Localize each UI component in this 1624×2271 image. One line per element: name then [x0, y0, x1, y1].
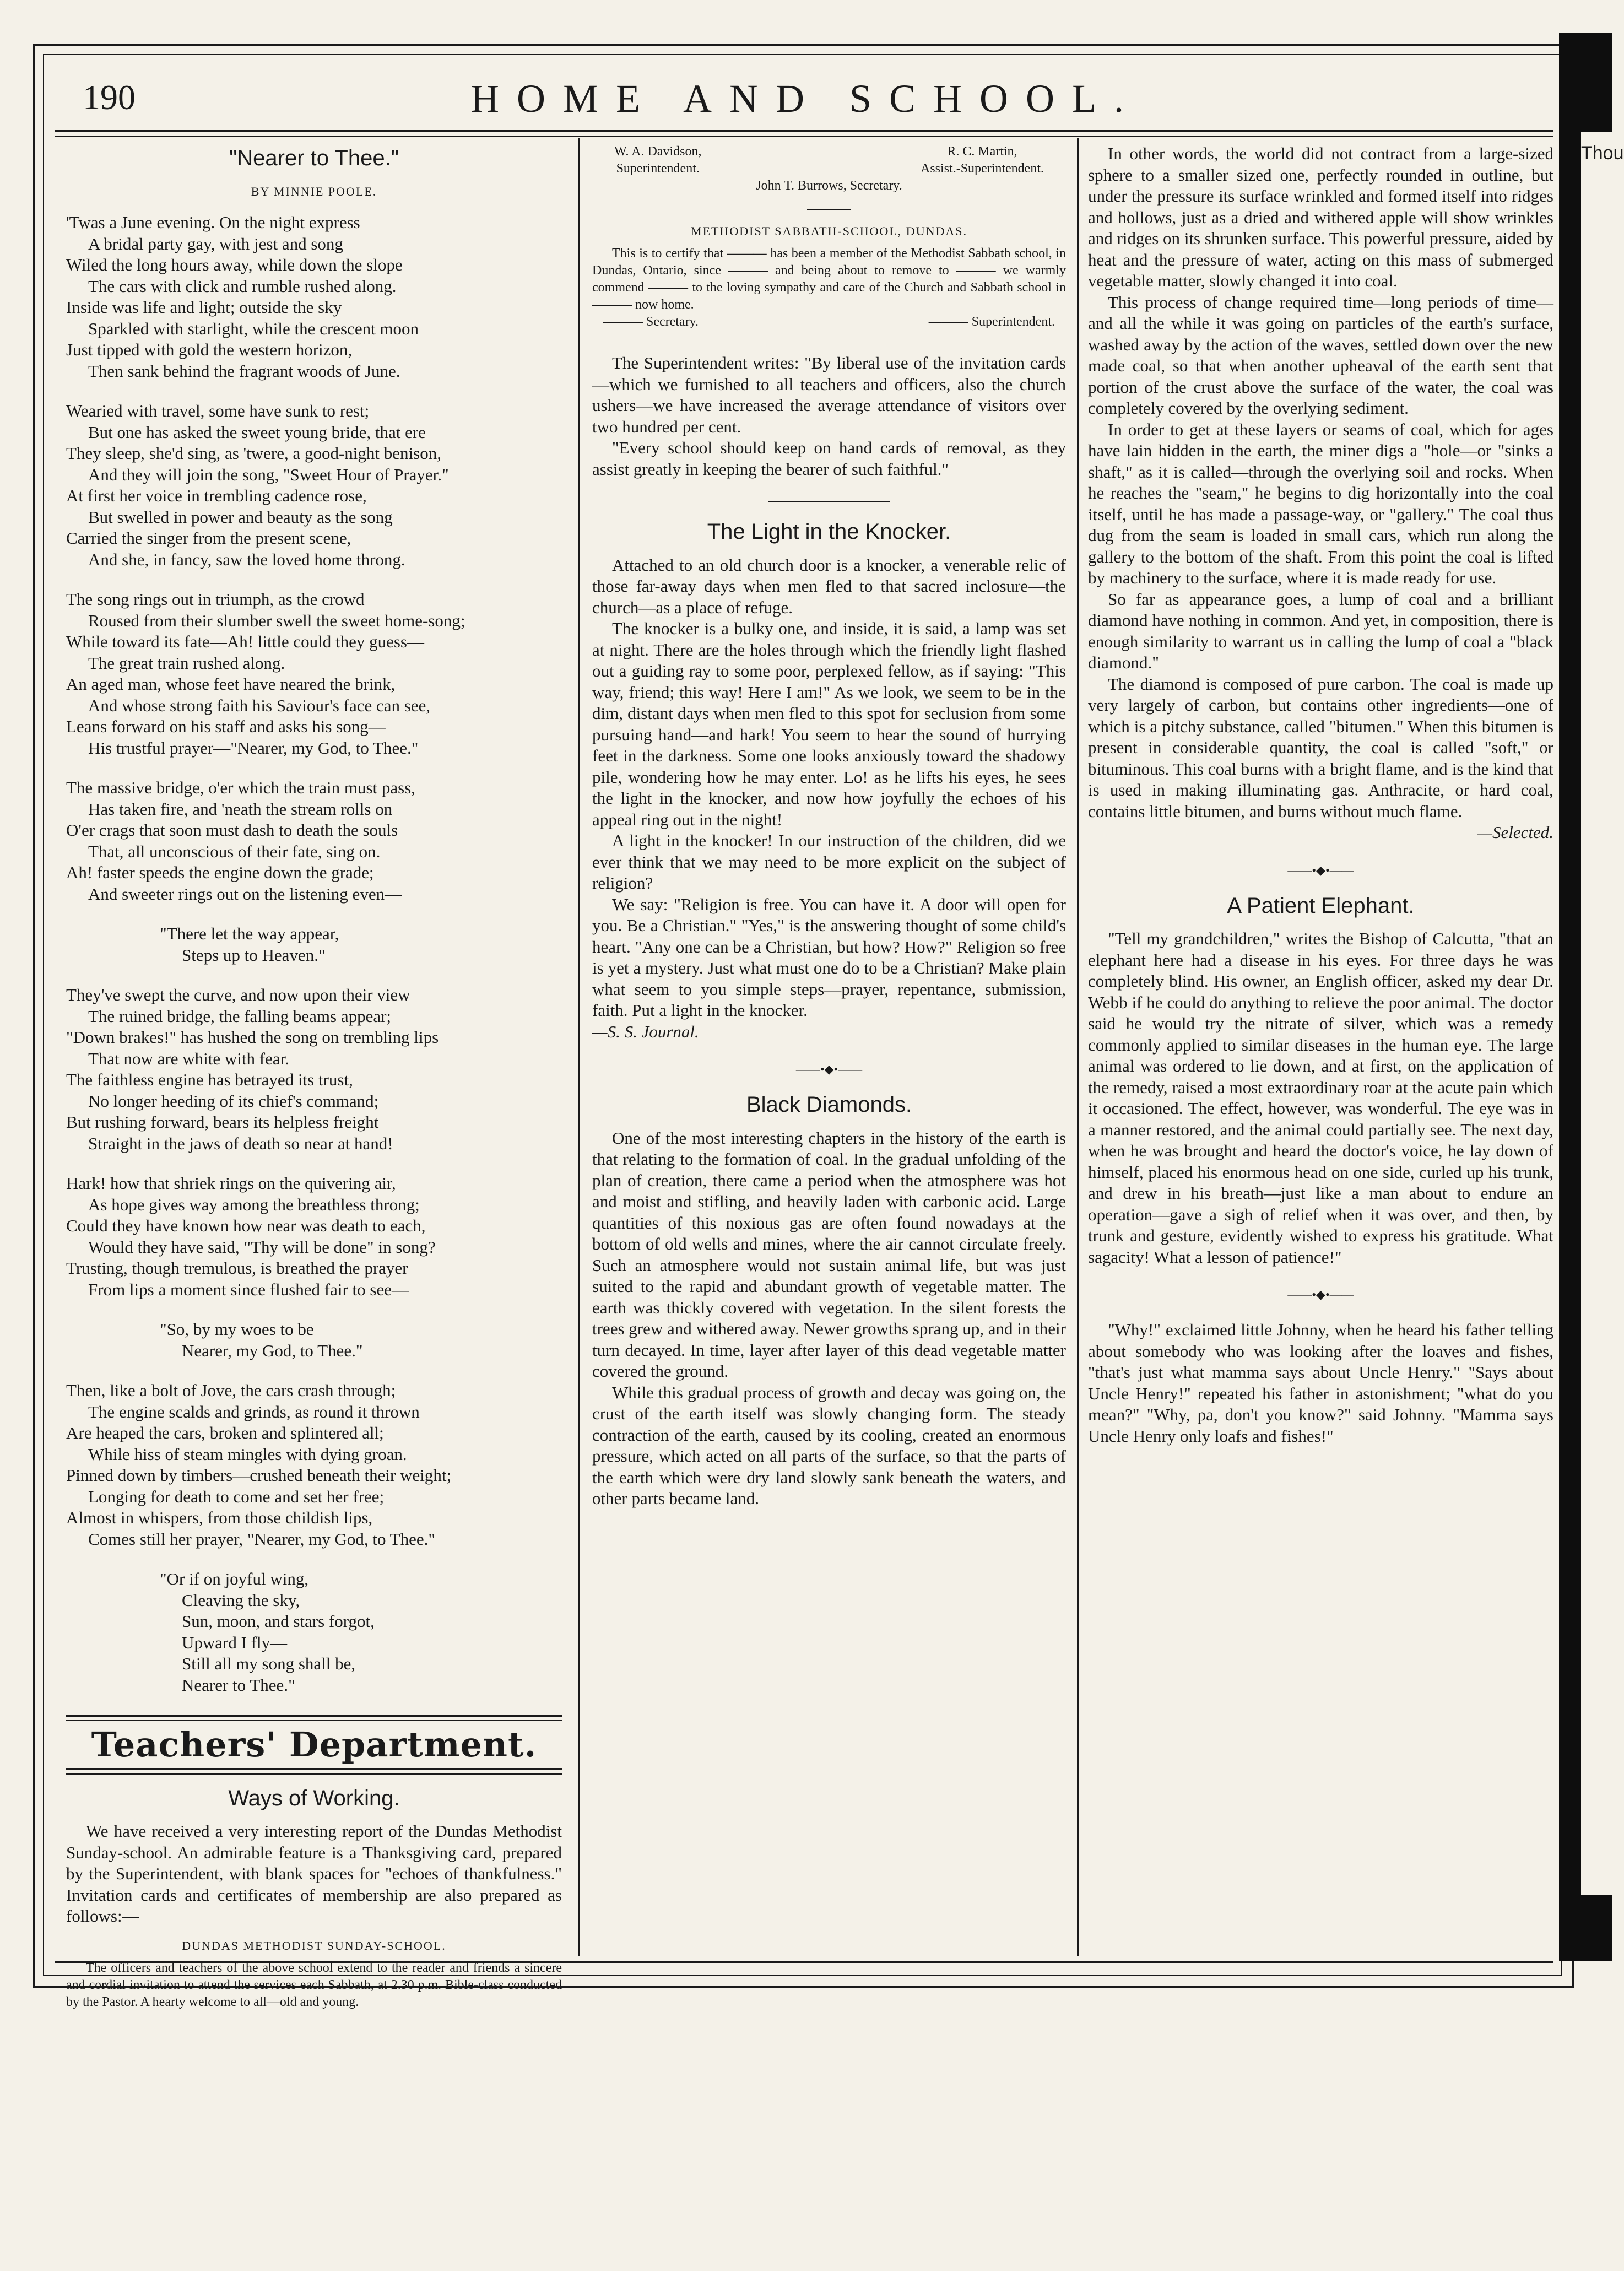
ways-p1: The Superintendent writes: "By liberal use of the invitation cards—which we furnished to all teachers and officers, also the church ushers—we have increased the average attendance of visitors over two hundred per cent. [592, 353, 1066, 436]
footer-rule [55, 1961, 1553, 1963]
poem-line: And she, in fancy, saw the loved home throng. [88, 549, 405, 569]
column-1 [66, 143, 562, 2009]
poem-line: Roused from their slumber swell the sweet home-song; [88, 610, 465, 630]
poem-line: Inside was life and light; outside the sky [66, 298, 342, 317]
elephant-body [1088, 928, 1553, 1268]
column-3 [1088, 143, 1553, 1928]
poem-line: Wiled the long hours away, while down the slope [66, 255, 403, 274]
sig1-name: W. A. Davidson, [614, 144, 702, 159]
poem-stanza [66, 589, 562, 759]
poem-line: Then, like a bolt of Jove, the cars crash through; [66, 1381, 396, 1400]
next-page-word: Thou [1581, 143, 1624, 164]
diamonds-p1: One of the most interesting chapters in the history of the earth is that relating to the formation of coal. In the gradual unfolding of the plan of creation, there came a period when the atmosphere was hot and moist and stifling, and heavily laden with carbonic acid. Large quantities of this noxious gas are often found nowadays at the bottom of old wells and mines, where the air cannot circulate freely. Such an atmosphere would not sustain animal life, but was just suited to the rapid and abundant growth of vegetable matter. The earth was thickly covered with vegetation. In the silent forests the trees grew and withered away. Newer growths sprang up, and in their turn decayed. In time, layer after layer of this dead vegetable matter covered the ground. [592, 1128, 1066, 1381]
poem-line: The faithless engine has betrayed its trust, [66, 1070, 353, 1089]
poem-line: A bridal party gay, with jest and song [88, 234, 343, 253]
poem-line: The great train rushed along. [88, 653, 285, 673]
sig2-name: R. C. Martin, [947, 144, 1017, 159]
poem-line: Hark! how that shriek rings on the quivering air, [66, 1174, 396, 1193]
poem-line: The cars with click and rumble rushed along. [88, 276, 397, 296]
johnny-p1: "Why!" exclaimed little Johnny, when he heard his father telling about somebody who was looking after the loaves and fishes, "that's just what mamma says about Uncle Henry." "Says about Uncle Henry!" repeated his father in astonishment; "what do you mean?" "Why, pa, don't you know?" said Johnny. "Mamma says Uncle Henry only loafs and fishes!" [1088, 1320, 1553, 1446]
poem-stanza [66, 401, 562, 570]
signature-row [592, 143, 1066, 177]
knocker-title: The Light in the Knocker. [707, 520, 951, 544]
diamonds-body [592, 1128, 1066, 1510]
poem-line: Has taken fire, and 'neath the stream rolls on [88, 799, 393, 819]
poem-line: Sparkled with starlight, while the crescent moon [88, 318, 419, 338]
poem-line: Almost in whispers, from those childish lips, [66, 1508, 373, 1527]
elephant-p1: "Tell my grandchildren," writes the Bishop of Calcutta, "that an elephant here had a disease in his eyes. For three days he was completely blind. His owner, an English officer, asked my dear Dr. Webb if he could do anything to relieve the poor animal. The doctor said he would try the nitrate of silver, which was a remedy commonly applied to similar diseases in the human eye. The large animal was ordered to lie down, and at first, on the application of the remedy, raised a most extraordinary roar at the acute pain which it occasioned. The effect, however, was wonderful. The eye was in a manner restored, and the animal could partially see. The next day, when he was brought and heard the doctor's voice, he lay down of himself, placed his enormous head on one side, curled up his trunk, and drew in his breath—just like a man about to endure an operation—gave a sigh of relief when it was over, and then, by trunk and gesture, evidently wished to express his gratitude. What sagacity! What a lesson of patience!" [1088, 929, 1553, 1267]
knocker-p4: We say: "Religion is free. You can have it. A door will open for you. Be a Christian." "Yes," is the answering thought of some child's heart. "Any one can be a Christian, but how? How?" Religion so free is yet a mystery. Just what must one do to be a Christian? Make plain what seem to you simple steps—prayer, repentance, submission, faith. Put a light in the knocker. [592, 894, 1066, 1020]
poem-line: At first her voice in trembling cadence rose, [66, 486, 367, 505]
diamonds-p4: This process of change required time—long periods of time—and all the while it was going on particles of the earth's surface, washed away by the action of the waves, settled down over the new made coal, so that when another upheaval of the earth sent that portion of the crust above the surface of the water, the coal was completely covered by the overlying sediment. [1088, 292, 1553, 418]
page-number: 190 [83, 78, 136, 117]
poem-line: Just tipped with gold the western horizon, [66, 340, 353, 359]
diamonds-p6: So far as appearance goes, a lump of coal and a brilliant diamond have nothing in common. And yet, in composition, there is enough similarity to warrant us in calling the lump of coal a "black diamond." [1088, 589, 1553, 672]
card2-text: This is to certify that ——— has been a member of the Methodist Sabbath school, in Dundas, Ontario, since ——— and being about to remove to ——— we warmly commend ——— to the loving sympathy and care of the Church and Sabbath school in ——— now home. [592, 246, 1066, 312]
poem-line: Comes still her prayer, "Nearer, my God, to Thee." [88, 1529, 436, 1549]
poem-line: Carried the singer from the present scene, [66, 528, 351, 548]
poem-line: An aged man, whose feet have neared the brink, [66, 674, 396, 694]
ornament-separator-3: ——•◆•—— [1287, 1288, 1354, 1301]
ways-signatures [592, 143, 1066, 194]
header-rule-thin [55, 136, 1553, 137]
department-heading: Teachers' Department. [91, 1724, 537, 1765]
poem-line: While hiss of steam mingles with dying groan. [88, 1444, 407, 1464]
poem-line: Then sank behind the fragrant woods of June. [88, 361, 400, 381]
poem-line: Wearied with travel, some have sunk to rest; [66, 401, 370, 420]
poem-stanza [66, 1569, 562, 1696]
poem-line: "Or if on joyful wing, [160, 1569, 309, 1588]
poem-stanza [66, 985, 562, 1154]
knocker-p2: The knocker is a bulky one, and inside, it is said, a lamp was set at night. There are the holes through which the friendly light flashed out a guiding ray to some poor, perplexed fellow, as if saying: "This way, friend; this way! Here I am!" As we look, we seem to be in the dim, distant days when men fled to this spot for seclusion from some pursuing hand—and hark! You seem to hear the sound of hurrying feet in the darkness. Some one looks anxiously toward the shadowy pile, wondering how he may enter. Lo! as he lifts his eyes, he sees the light in the knocker, and now how joyfully the echoes of his appeal ring out in the night! [592, 619, 1066, 829]
poem-title: "Nearer to Thee." [229, 146, 399, 170]
poem-line: His trustful prayer—"Nearer, my God, to Thee." [88, 738, 419, 758]
next-page-strip [1581, 132, 1624, 1895]
column-rule-2 [1077, 138, 1079, 1956]
poem-line: Trusting, though tremulous, is breathed the prayer [66, 1258, 408, 1278]
running-title: HOME AND SCHOOL. [470, 77, 1142, 121]
poem-line: And they will join the song, "Sweet Hour of Prayer." [88, 464, 449, 484]
sig1-role: Superintendent. [616, 161, 700, 176]
poem-line: While toward its fate—Ah! little could they guess— [66, 632, 424, 651]
poem-line: The massive bridge, o'er which the train must pass, [66, 778, 416, 797]
poem-line: "There let the way appear, [160, 924, 339, 943]
poem-line: Pinned down by timbers—crushed beneath their weight; [66, 1466, 452, 1485]
poem-line: Steps up to Heaven." [182, 945, 326, 965]
poem-stanza [66, 1173, 562, 1300]
poem-line: And sweeter rings out on the listening even— [88, 884, 402, 904]
elephant-title: A Patient Elephant. [1227, 893, 1415, 918]
column-rule-1 [578, 138, 580, 1956]
diamonds-p2: While this gradual process of growth and decay was going on, the crust of the earth itself was slowly changing form. The steady contraction of the earth, caused by its cooling, created an enormous pressure, which acted on all parts of the surface, so that the parts of the earth which were dry land slowly sank beneath the waters, and other parts became land. [592, 1382, 1066, 1508]
knocker-p3: A light in the knocker! In our instruction of the children, did we ever think that we may need to be more explicit on the subject of religion? [592, 831, 1066, 893]
poem-line: From lips a moment since flushed fair to see— [88, 1279, 409, 1299]
card2-body [592, 245, 1066, 313]
poem-line: Would they have said, "Thy will be done" in song? [88, 1237, 436, 1257]
card1-title: DUNDAS METHODIST SUNDAY-SCHOOL. [182, 1938, 446, 1953]
poem-stanza [66, 777, 562, 905]
column-2 [592, 143, 1066, 1928]
poem-line: No longer heeding of its chief's command; [88, 1091, 379, 1111]
diamonds-p5: In order to get at these layers or seams of coal, which for ages have lain hidden in the earth, the miner digs a "hole—or "sinks a shaft," as it is called—through the overlying soil and rocks. When he reaches the "seam," he begins to dig horizontally into the coal itself, until he has made a passage-way, or "gallery." The coal thus dug from the seam is loaded in small cars, which run along the gallery to the bottom of the shaft. From this point the coal is lifted by machinery to the surface, where it is made ready for use. [1088, 419, 1553, 587]
ornament-separator-2: ——•◆•—— [1287, 863, 1354, 877]
poem-line: That, all unconscious of their fate, sing on. [88, 841, 381, 861]
header-rule [55, 130, 1553, 132]
poem-stanza [66, 212, 562, 382]
ways-p2: "Every school should keep on hand cards of removal, as they assist greatly in keeping the bearer of such faithful." [592, 438, 1066, 479]
poem-line: That now are white with fear. [88, 1048, 289, 1068]
knocker-body [592, 555, 1066, 1043]
poem-line: Still all my song shall be, [182, 1654, 356, 1673]
poem-line: Nearer, my God, to Thee." [182, 1340, 363, 1360]
poem-line: They've swept the curve, and now upon their view [66, 985, 410, 1004]
poem-line: The ruined bridge, the falling beams appear; [88, 1006, 392, 1026]
signature-davidson [614, 143, 701, 177]
poem-line: But rushing forward, bears its helpless freight [66, 1112, 379, 1132]
card2-title: METHODIST SABBATH-SCHOOL, DUNDAS. [691, 224, 967, 238]
poem-line: The song rings out in triumph, as the crowd [66, 590, 365, 609]
poem-line: The engine scalds and grinds, as round it thrown [88, 1402, 420, 1421]
poem-line: Could they have known how near was death to each, [66, 1216, 426, 1235]
poem-line: "So, by my woes to be [160, 1320, 314, 1339]
department-rule-bottom [66, 1768, 562, 1775]
poem-line: Upward I fly— [182, 1632, 288, 1652]
johnny-body [1088, 1320, 1553, 1447]
card1-body [66, 1960, 562, 2011]
poem-line: And whose strong faith his Saviour's face can see, [88, 695, 431, 715]
ways-body [66, 1821, 562, 1927]
poem-line: Ah! faster speeds the engine down the grade; [66, 863, 374, 882]
poem-line: But one has asked the sweet young bride, that ere [88, 422, 426, 442]
ornament-separator: ——•◆•—— [795, 1062, 863, 1076]
poem-line: 'Twas a June evening. On the night express [66, 213, 360, 232]
poem-line: Cleaving the sky, [182, 1590, 300, 1610]
knocker-source: —S. S. Journal. [592, 1021, 699, 1041]
poem-line: Nearer to Thee." [182, 1675, 295, 1695]
diamonds-p7: The diamond is composed of pure carbon. The coal is made up very largely of carbon, but contains other ingredients—one of which is a pitchy substance, called "bitumen." When this bitumen is present in considerable quantity, the coal is called "soft," or bituminous. This coal burns with a bright flame, and is the kind that is used in making illuminating gas. Anthracite, or hard coal, contains little bitumen, and burns without much flame. [1088, 674, 1553, 821]
poem-line: They sleep, she'd sing, as 'twere, a good-night benison, [66, 444, 441, 463]
card2-sig-secretary: ——— Secretary. [603, 315, 699, 329]
diamonds-title: Black Diamonds. [746, 1093, 912, 1117]
poem-line: Straight in the jaws of death so near at hand! [88, 1133, 393, 1153]
diamonds-source: —Selected. [1477, 823, 1553, 842]
ways-title: Ways of Working. [228, 1786, 400, 1810]
poem-line: As hope gives way among the breathless throng; [88, 1194, 420, 1214]
poem-line: But swelled in power and beauty as the song [88, 507, 393, 527]
poem-line: O'er crags that soon must dash to death the souls [66, 820, 398, 840]
poem-stanza [66, 923, 562, 966]
card2-sig-superintendent: ——— Superintendent. [928, 315, 1055, 329]
poem-stanza [66, 1380, 562, 1550]
card1-text: The officers and teachers of the above school extend to the reader and friends a sincere and cordial invitation to attend the services each Sabbath, at 2.30 p.m. Bible-class conducted by the Pastor. A hearty welcome to all—old and young. [66, 1960, 562, 2009]
poem-line: Are heaped the cars, broken and splintered all; [66, 1423, 384, 1442]
sig2-role: Assist.-Superintendent. [921, 161, 1044, 176]
sig3: John T. Burrows, Secretary. [756, 179, 902, 193]
poem-line: Longing for death to come and set her free; [88, 1486, 385, 1506]
diamonds-p3: In other words, the world did not contract from a large-sized sphere to a smaller sized one, perfectly rounded in outline, but under the pressure its surface wrinkled and formed itself into ridges and hollows, just as a dried and withered apple will show wrinkles and ridges on its shrunken surface. This powerful pressure, aided by heat and the pressure of water, acting on this mass of submerged vegetable matter, slowly changed it into coal. [1088, 144, 1553, 290]
signature-martin [921, 143, 1044, 177]
poem-stanza [66, 1319, 562, 1361]
poem-line: Sun, moon, and stars forgot, [182, 1612, 375, 1631]
poem-body [66, 212, 562, 1696]
knocker-p1: Attached to an old church door is a knocker, a venerable relic of those far-away days when men fled to that sacred inclosure—the church—as a place of refuge. [592, 555, 1066, 617]
section-separator [768, 501, 890, 502]
card-separator [807, 209, 851, 210]
poem-line: Leans forward on his staff and asks his song— [66, 717, 386, 736]
diamonds-body-continued [1088, 143, 1553, 843]
poem-line: "Down brakes!" has hushed the song on trembling lips [66, 1028, 439, 1047]
poem-byline: BY MINNIE POOLE. [251, 184, 377, 198]
ways-body-continued [592, 353, 1066, 480]
card2-signatures [592, 313, 1066, 331]
department-rule-top [66, 1715, 562, 1721]
ways-intro: We have received a very interesting report of the Dundas Methodist Sunday-school. An admirable feature is a Thanksgiving card, prepared by the Superintendent, with blank spaces for "echoes of thankfulness." Invitation cards and certificates of membership are also prepared as follows:— [66, 1821, 562, 1926]
